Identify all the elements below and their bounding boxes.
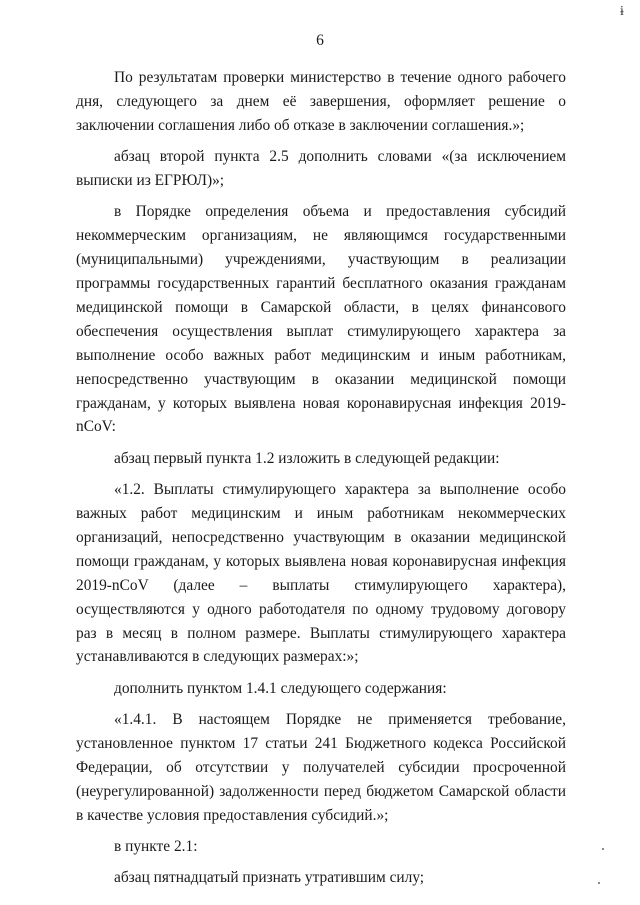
page-number: 6: [316, 32, 324, 49]
corner-pen-mark: ɨ: [620, 4, 624, 19]
paragraph-new-1-4-1: «1.4.1. В настоящем Порядке не применяется требование, установленное пунктом 17 статьи 241 Бюджетного кодекса Российской Федерации, об отсутствии у получателей субсидии просроченной (неурегулированной) задолженности перед бюджетом Самарской области в качестве условия предоставления субсидий.»;: [76, 711, 566, 824]
paragraph-add-1-4-1: дополнить пунктом 1.4.1 следующего содержания:: [114, 679, 447, 697]
scan-speck: [598, 882, 600, 884]
paragraph-new-1-2: «1.2. Выплаты стимулирующего характера за выполнение особо важных работ медицинским и иным работникам некоммерческих организаций, непосредственно участвующим в оказании медицинской помощи гражданам, у которых выявлена новая коронавирусная инфекция 2019-nCoV (далее – выплаты стимулирующего характера), осуществляются у одного работодателя по одному трудовому договору раз в месяц в полном размере. Выплаты стимулирующего характера устанавливаются в следующих размерах:»;: [76, 481, 566, 666]
paragraph-fifteenth-invalid: абзац пятнадцатый признать утратившим силу;: [114, 869, 425, 887]
paragraph-amend-2-5: абзац второй пункта 2.5 дополнить словами «(за исключением выписки из ЕГРЮЛ)»;: [76, 148, 566, 190]
paragraph-verification-result: По результатам проверки министерство в течение одного рабочего дня, следующего за днем её завершения, оформляет решение о заключении соглашения либо об отказе в заключении соглашения.»;: [76, 69, 566, 134]
document-body: [76, 66, 566, 890]
scan-speck: [602, 848, 604, 850]
paragraph-subsidy-procedure: в Порядке определения объема и предоставления субсидий некоммерческим организациям, не являющимся государственными (муниципальными) учреждениями, участвующим в реализации программы государственных гарантий бесплатного оказания гражданам медицинской помощи в Самарской области, в целях финансового обеспечения осуществления выплат стимулирующего характера за выполнение особо важных работ медицинским и иным работникам, непосредственно участвующим в оказании медицинской помощи гражданам, у которых выявлена новая коронавирусная инфекция 2019-nCoV:: [76, 203, 566, 436]
paragraph-amend-1-2: абзац первый пункта 1.2 изложить в следующей редакции:: [114, 449, 500, 467]
paragraph-point-2-1: в пункте 2.1:: [114, 837, 198, 855]
